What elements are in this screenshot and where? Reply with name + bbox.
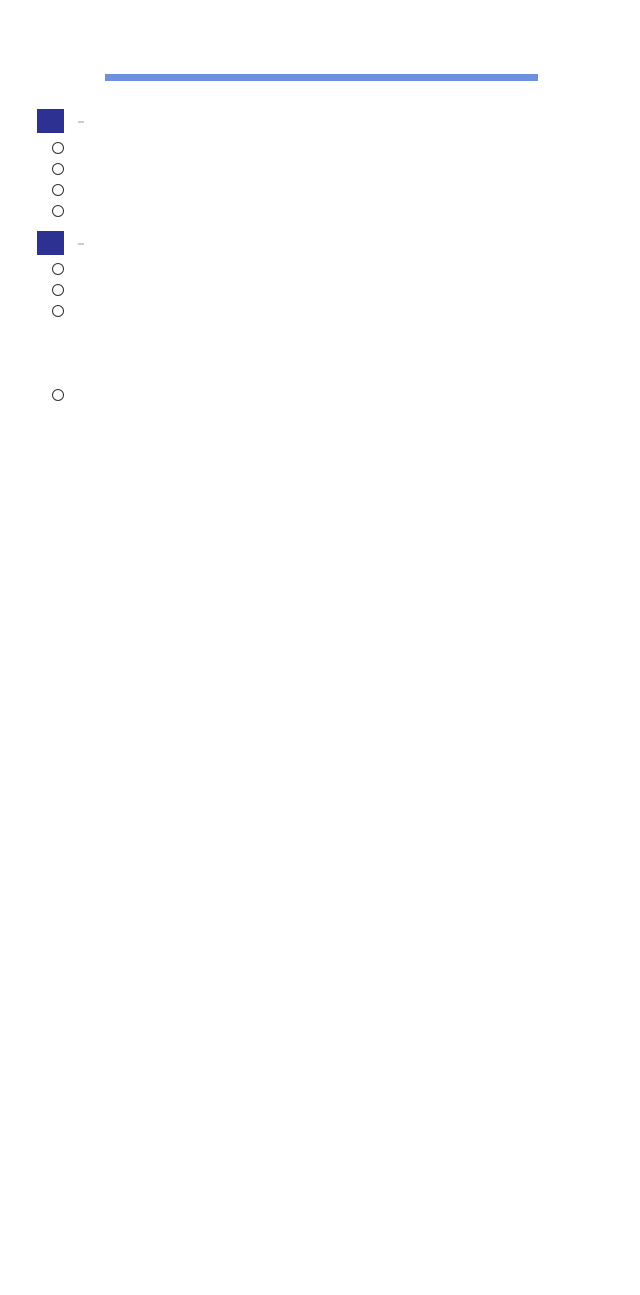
recruit-item [52,283,70,298]
overview-item [52,183,70,198]
section-header-recruitment [37,230,84,256]
section-number [37,231,64,255]
recruit-item [52,388,70,403]
circle-bullet-icon [52,284,64,296]
recruit-item [52,304,70,319]
section-title [78,242,84,245]
overview-item [52,141,70,156]
circle-bullet-icon [52,163,64,175]
section-title [78,120,84,123]
circle-bullet-icon [52,389,64,401]
section-number [37,109,64,133]
circle-bullet-icon [52,305,64,317]
overview-item [52,204,70,219]
circle-bullet-icon [52,142,64,154]
recruit-item [52,262,70,277]
overview-item [52,162,70,177]
circle-bullet-icon [52,184,64,196]
circle-bullet-icon [52,205,64,217]
title-underline [105,74,538,81]
section-header-overview [37,108,84,134]
circle-bullet-icon [52,263,64,275]
